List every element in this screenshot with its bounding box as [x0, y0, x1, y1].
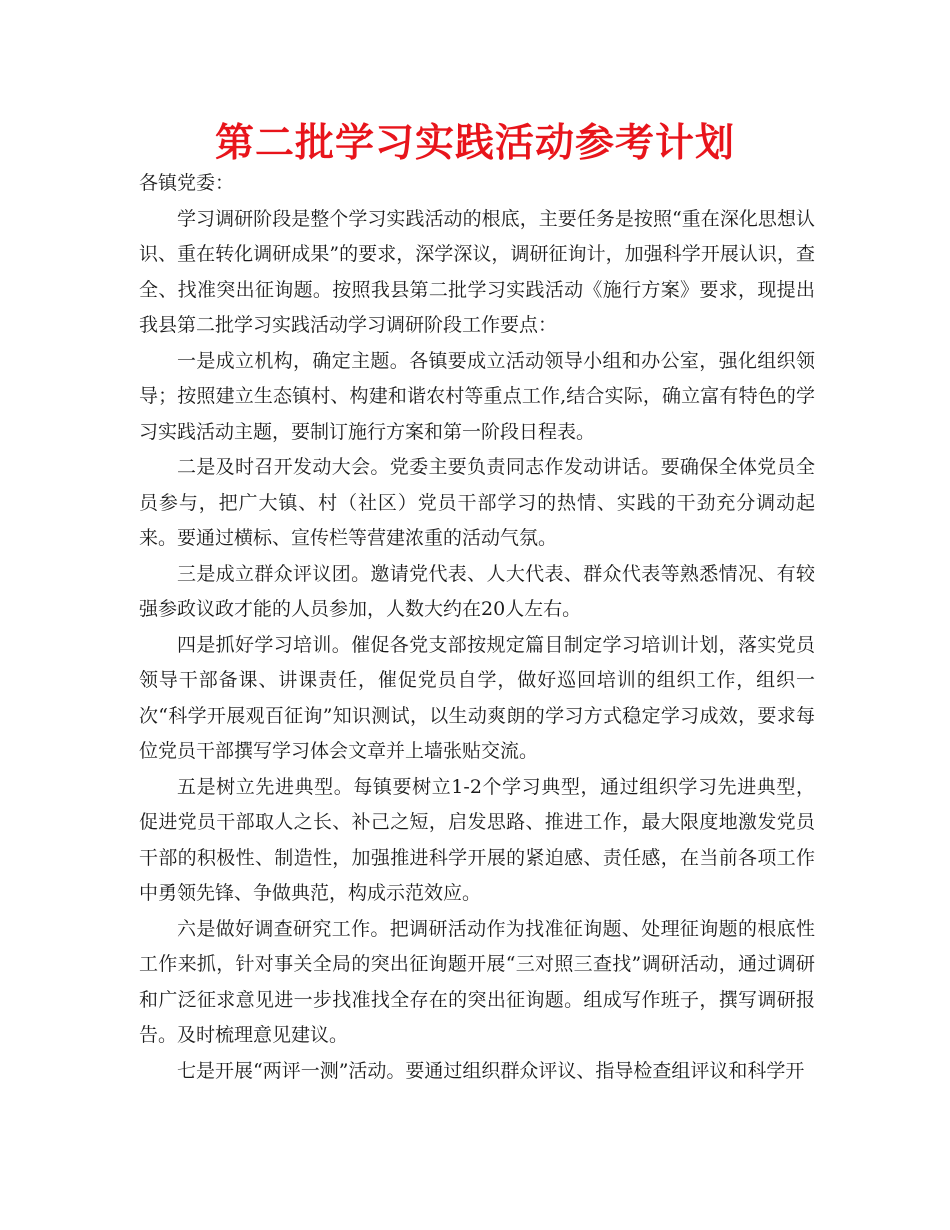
paragraph-item-4: 四是抓好学习培训。催促各党支部按规定篇目制定学习培训计划，落实党员领导干部备课、讲课责任，催促党员自学，做好巡回培训的组织工作，组织一次“科学开展观百征询”知识测试，以生动爽朗的学习方式稳定学习成效，要求每位党员干部撰写学习体会文章并上墙张贴交流。 [139, 633, 815, 762]
salutation: 各镇党委： [139, 172, 235, 194]
paragraph-item-2: 二是及时召开发动大会。党委主要负责同志作发动讲话。要确保全体党员全员参与，把广大镇、村（社区）党员干部学习的热情、实践的干劲充分调动起来。要通过横标、宣传栏等营建浓重的活动气氛。 [139, 456, 815, 549]
paragraph-item-6: 六是做好调查研究工作。把调研活动作为找准征询题、处理征询题的根底性工作来抓，针对事关全局的突出征询题开展“三对照三查找”调研活动，通过调研和广泛征求意见进一步找准找全存在的突出征询题。组成写作班子，撰写调研报告。及时梳理意见建议。 [139, 917, 815, 1046]
document-title: 第二批学习实践活动参考计划 [214, 121, 735, 166]
paragraph-item-3: 三是成立群众评议团。邀请党代表、人大代表、群众代表等熟悉情况、有较强参政议政才能的人员参加，人数大约在20人左右。 [139, 562, 815, 620]
document-body [139, 166, 815, 1089]
paragraph-intro: 学习调研阶段是整个学习实践活动的根底，主要任务是按照“重在深化思想认识、重在转化调研成果”的要求，深学深议，调研征询计，加强科学开展认识，查全、找准突出征询题。按照我县第二批学习实践活动《施行方案》要求，现提出我县第二批学习实践活动学习调研阶段工作要点： [139, 207, 815, 336]
paragraph-item-1: 一是成立机构，确定主题。各镇要成立活动领导小组和办公室，强化组织领导；按照建立生态镇村、构建和谐农村等重点工作,结合实际，确立富有特色的学习实践活动主题，要制订施行方案和第一阶段日程表。 [139, 349, 815, 443]
paragraph-item-7: 七是开展“两评一测”活动。要通过组织群众评议、指导检查组评议和科学开 [177, 1059, 805, 1082]
paragraph-item-5: 五是树立先进典型。每镇要树立1-2个学习典型，通过组织学习先进典型，促进党员干部取人之长、补己之短，启发思路、推进工作，最大限度地激发党员干部的积极性、制造性，加强推进科学开展的紧迫感、责任感，在当前各项工作中勇领先锋、争做典范，构成示范效应。 [139, 775, 815, 904]
